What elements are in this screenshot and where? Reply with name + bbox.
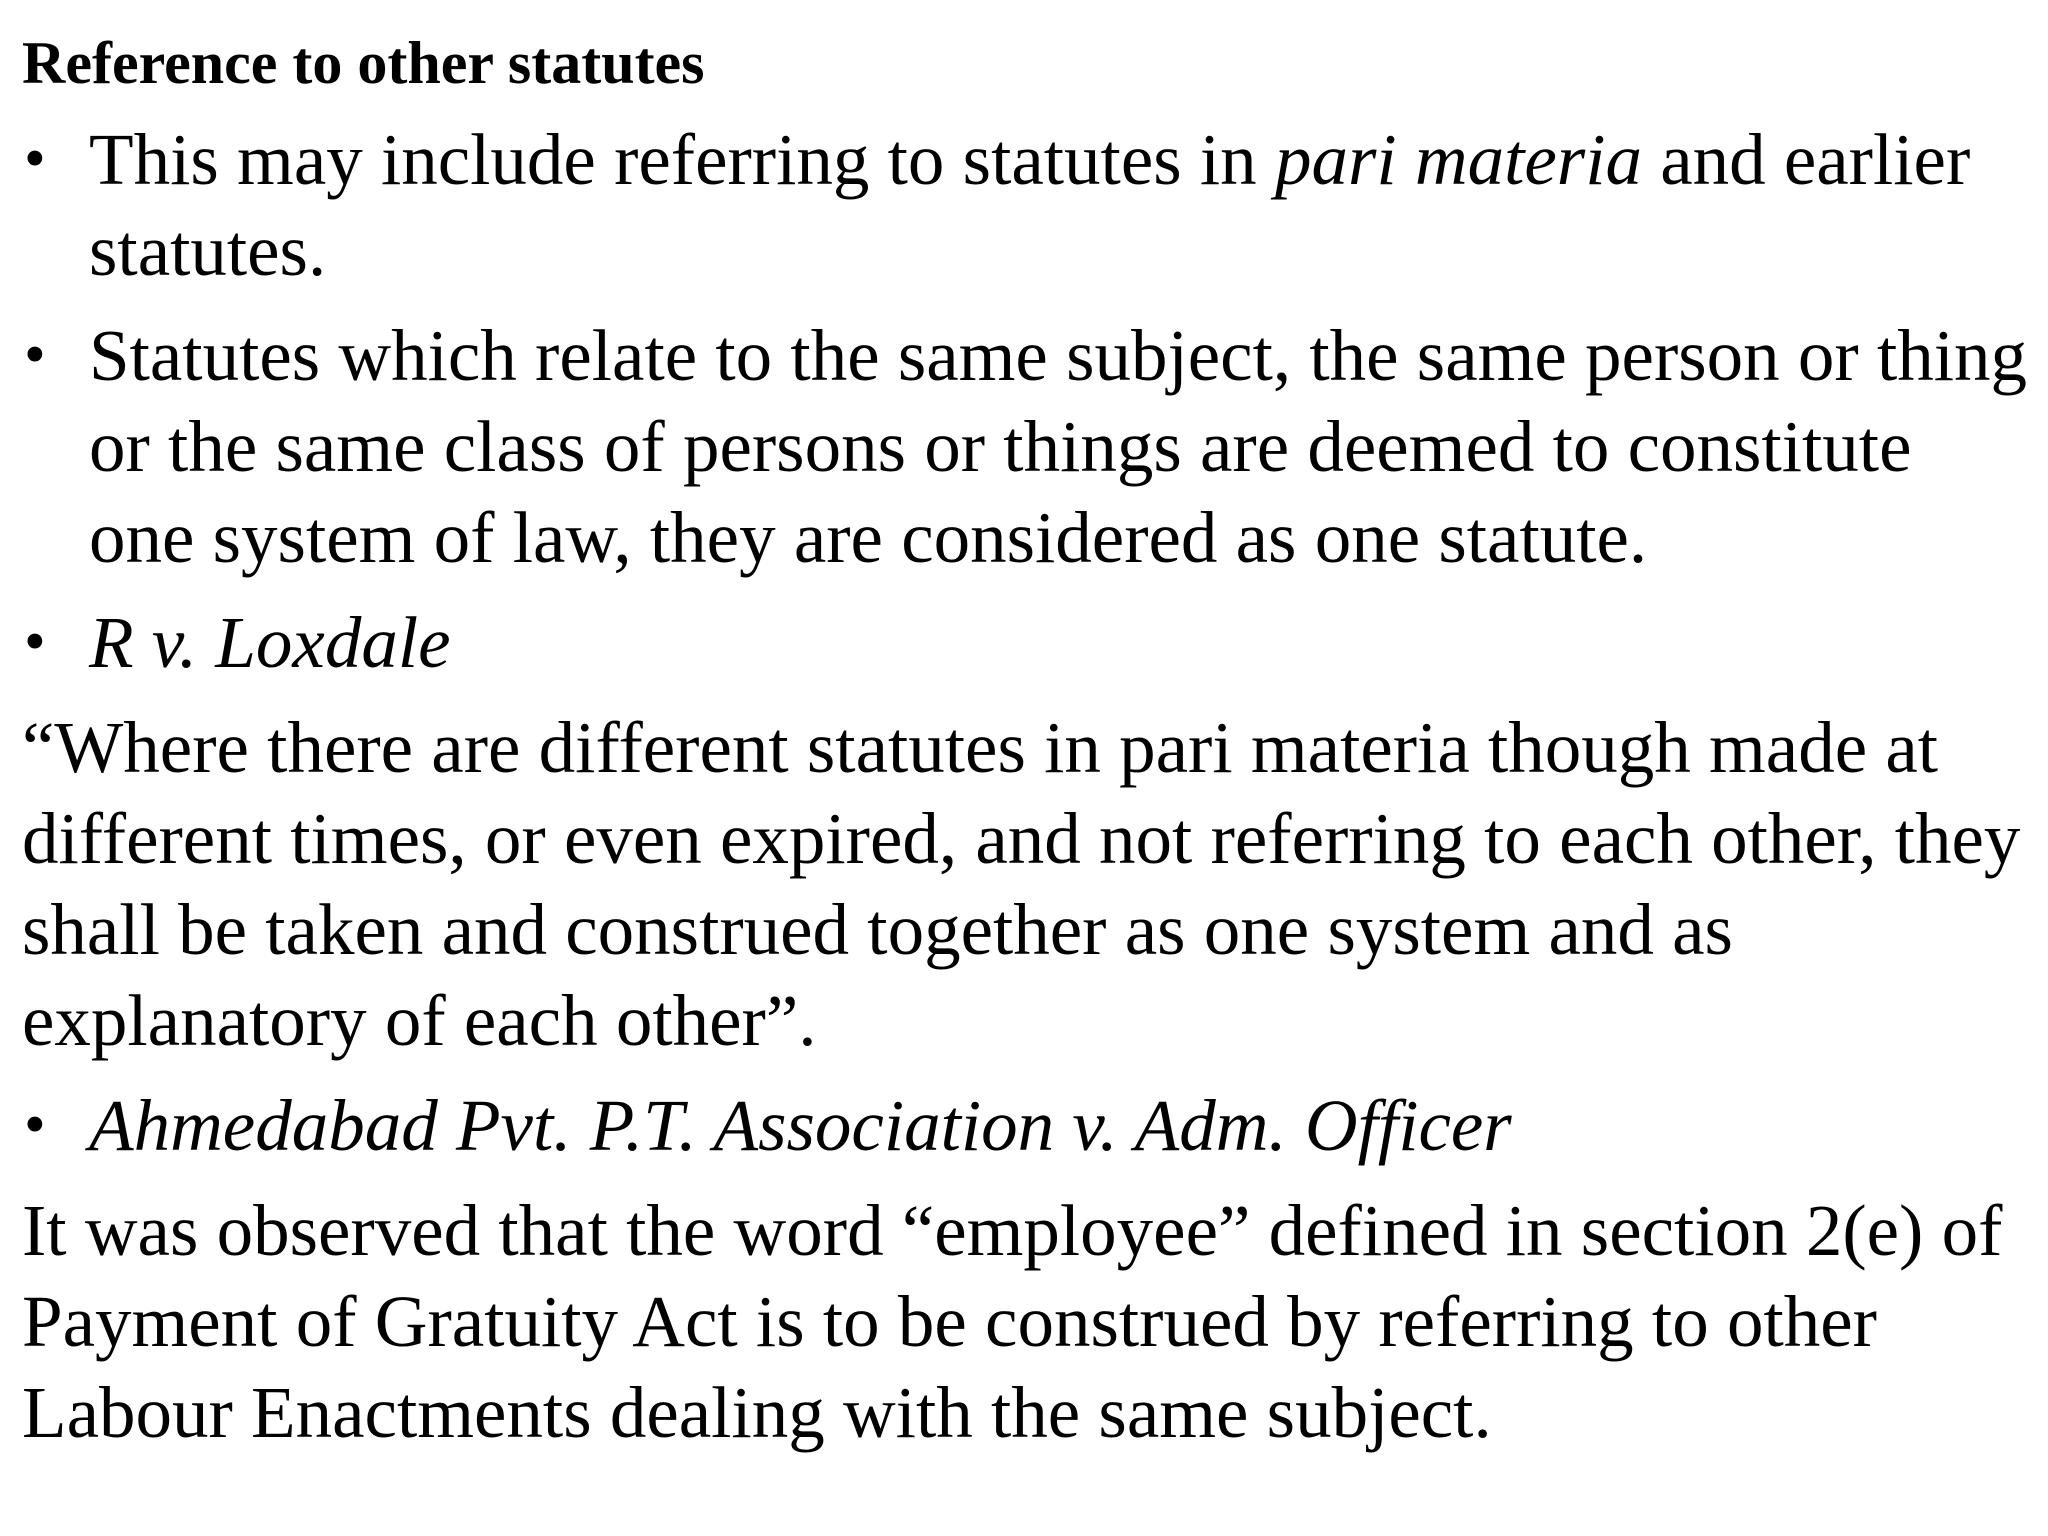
bullet-case-loxdale — [22, 597, 2032, 688]
bullet-text: Statutes which relate to the same subject, the same person or thing or the same class of persons or things are deemed to constitute one system of law, they are considered as one statute. — [89, 315, 2028, 578]
bullet-dot: • — [24, 608, 46, 676]
case-name-loxdale: R v. Loxdale — [89, 602, 451, 683]
slide-title: Reference to other statutes — [22, 30, 705, 96]
pari-materia-term: pari materia — [1274, 119, 1642, 200]
bullet-text-after: and earlier statutes. — [89, 119, 1971, 291]
bullet-case-ahmedabad — [22, 1080, 2032, 1171]
case-name-ahmedabad: Ahmedabad Pvt. P.T. Association v. Adm. Officer — [89, 1085, 1512, 1166]
bullet-dot: • — [24, 1091, 46, 1159]
ahmedabad-observation: It was observed that the word “employee” defined in section 2(e) of Payment of Gratuity Act is to be construed by referring to other Labour Enactments dealing with the same subject. — [22, 1190, 2003, 1453]
loxdale-quote: “Where there are different statutes in pari materia though made at different times, or even expired, and not referring to each other, they shall be taken and construed together as one system and as explanatory of each other”. — [22, 707, 2021, 1061]
bullet-dot: • — [24, 321, 46, 389]
bullet-dot: • — [24, 125, 46, 193]
bullet-pari-materia — [22, 114, 2032, 296]
bullet-text-before: This may include referring to statutes in — [89, 119, 1275, 200]
slide-content — [22, 28, 2032, 1472]
bullet-one-system-of-law — [22, 310, 2032, 583]
